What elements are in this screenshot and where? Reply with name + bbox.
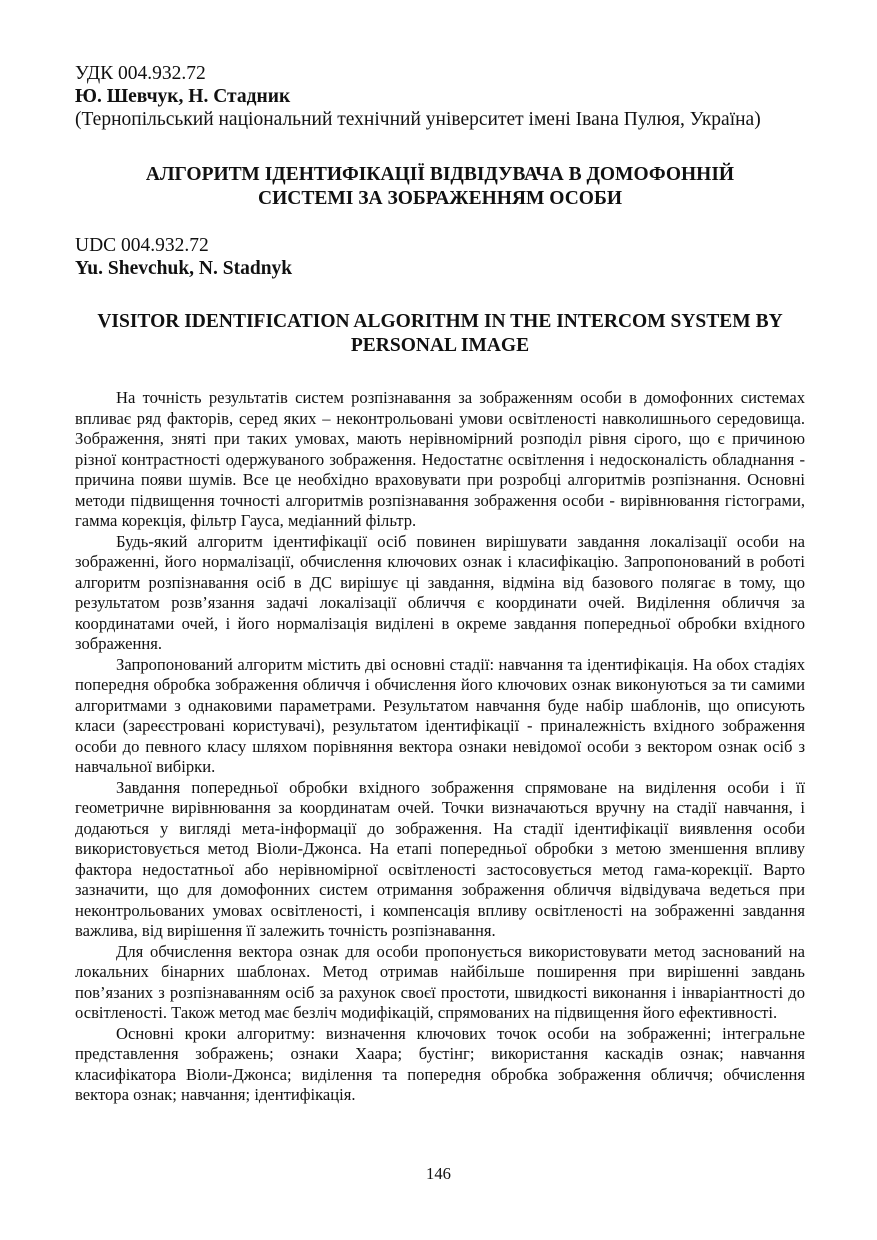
title-ua-line-2: СИСТЕМІ ЗА ЗОБРАЖЕННЯМ ОСОБИ <box>257 188 623 209</box>
affiliation: (Тернопільський національний технічний університет імені Івана Пулюя, Україна) <box>75 109 761 130</box>
paragraph: Запропонований алгоритм містить дві основні стадії: навчання та ідентифікація. На обох стадіях попередня обробка зображення обличчя і обчислення його ключових ознак виконуються за ти самими алгоритмами з однаковими параметрами. Результатом навчання буде набір шаблонів, що описують класи (зареєстровані користувачі), результатом ідентифікації - приналежність вхідного зображення особи до певного класу шляхом порівняння вектора ознаки невідомої особи з вектором ознак осіб з навчальної вибірки. <box>75 654 805 776</box>
title-ua <box>75 163 805 211</box>
title-en-line-2: PERSONAL IMAGE <box>350 335 530 356</box>
authors-ua: Ю. Шевчук, Н. Стадник <box>75 86 291 107</box>
title-en-line-1: VISITOR IDENTIFICATION ALGORITHM IN THE INTERCOM SYSTEM BY <box>97 311 783 332</box>
paragraph: Для обчислення вектора ознак для особи пропонується використовувати метод заснований на локальних бінарних шаблонах. Метод отримав найбільше поширення при вирішенні завдань пов’язаних з розпізнаванням осіб за рахунок своєї простоти, швидкості виконання і інваріантності до освітленості. Також метод має безліч модифікацій, спрямованих на підвищення його ефективності. <box>75 941 805 1022</box>
authors-en: Yu. Shevchuk, N. Stadnyk <box>75 258 293 279</box>
page-content <box>75 62 805 1106</box>
title-en <box>75 310 805 358</box>
udc-code: UDC 004.932.72 <box>75 235 209 256</box>
paragraph: На точність результатів систем розпізнавання за зображенням особи в домофонних системах впливає ряд факторів, серед яких – неконтрольовані умови освітленості навколишнього середовища. Зображення, зняті при таких умовах, мають нерівномірний розподіл рівня сірого, що є причиною різної контрастності одержуваного зображення. Недостатнє освітлення і недосконалість обладнання - причина появи шумів. Все це необхідно враховувати при розробці алгоритмів розпізнання. Основні методи підвищення точності алгоритмів розпізнавання зображення особи - вирівнювання гістограми, гамма корекція, фільтр Гауса, медіанний фільтр. <box>75 388 805 530</box>
english-header <box>75 234 805 280</box>
title-ua-line-1: АЛГОРИТМ ІДЕНТИФІКАЦІЇ ВІДВІДУВАЧА В ДОМОФОННІЙ <box>145 164 735 185</box>
page-number: 146 <box>426 1164 451 1183</box>
paragraph: Будь-який алгоритм ідентифікації осіб повинен вирішувати завдання локалізації особи на зображенні, його нормалізації, обчислення ключових ознак і класифікацію. Запропонований в роботі алгоритм розпізнавання осіб в ДС вирішує ці завдання, відміна від базового полягає в тому, що результатом розв’язання задачі локалізації обличчя є координати очей. Виділення обличчя за координатами очей, і його нормалізація виділені в окреме завдання попередньої обробки вхідного зображення. <box>75 531 805 653</box>
paragraph: Основні кроки алгоритму: визначення ключових точок особи на зображенні; інтегральне представлення зображень; ознаки Хаара; бустінг; використання каскадів ознак; навчання класифікатора Віоли-Джонса; виділення та попередня обробка зображення обличчя; обчислення вектора ознак; навчання; ідентифікація. <box>75 1023 805 1104</box>
paragraph: Завдання попередньої обробки вхідного зображення спрямоване на виділення особи і її геометричне вирівнювання за координатам очей. Точки визначаються вручну на стадії навчання, і додаються у вигляді мета-інформації до зображення. На стадії ідентифікації виявлення особи використовується метод Віоли-Джонса. На етапі попередньої обробки з метою зменшення впливу фактора недостатньої або нерівномірної освітленості застосовується метод гама-корекції. Варто зазначити, що для домофонних систем отримання зображення обличчя відвідувача ведеться при неконтрольованих умовах освітленості, і компенсація впливу освітленості на зображенні завдання важлива, від вирішення її залежить точність розпізнавання. <box>75 777 805 940</box>
abstract-body <box>75 388 805 1106</box>
udk-code: УДК 004.932.72 <box>75 63 206 84</box>
